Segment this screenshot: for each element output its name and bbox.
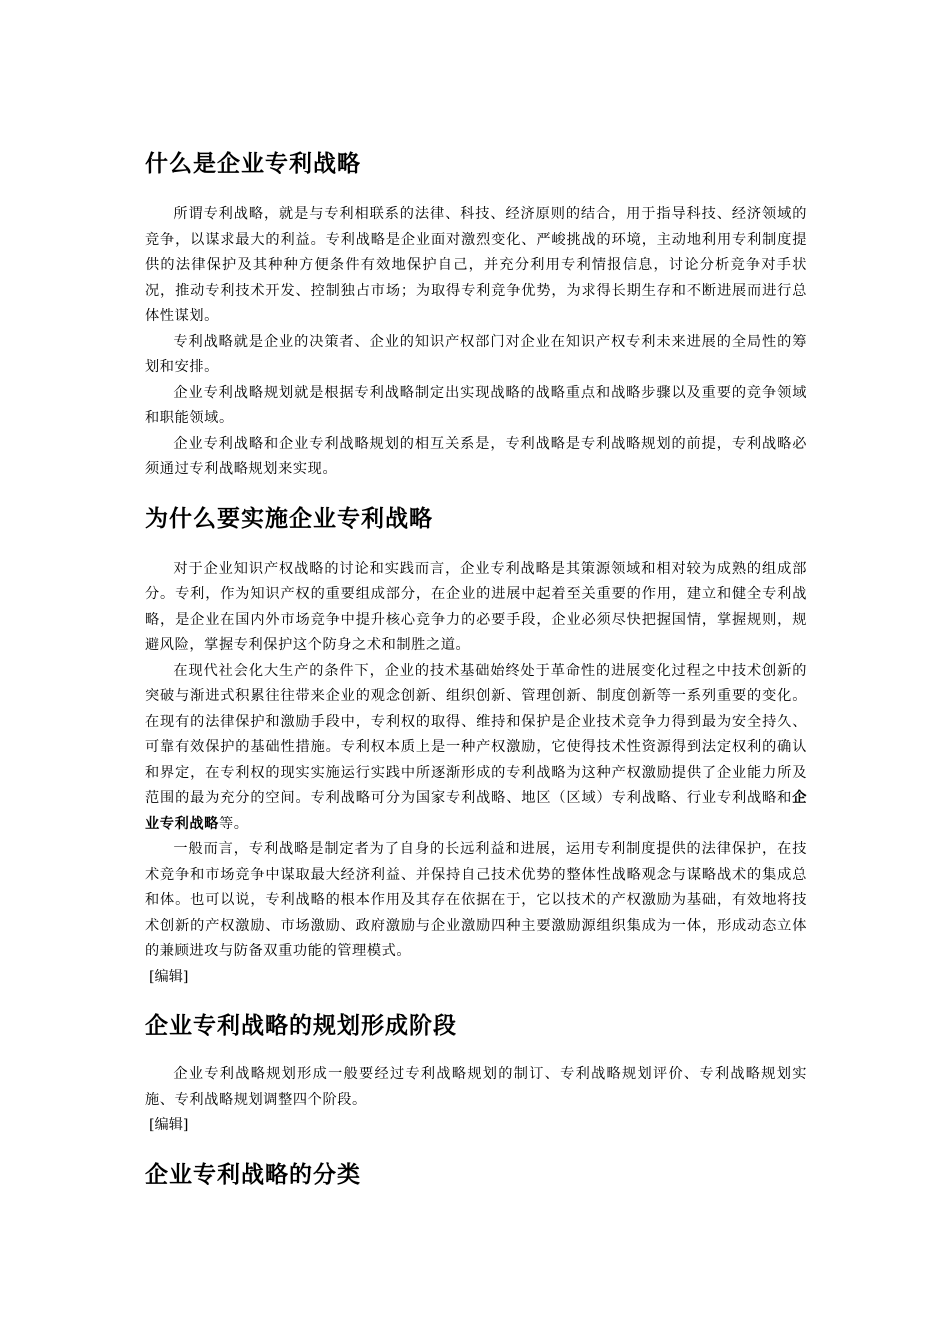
enterprise-patent-strategy-link[interactable]: 企业专利战略 [145,790,807,832]
edit-link[interactable]: [编辑] [149,1117,189,1133]
paragraph-tail: 等。 [218,815,249,832]
section-heading-why-implement: 为什么要实施企业专利战略 [145,505,433,532]
paragraph: 企业专利战略规划就是根据专利战略制定出实现战略的战略重点和战略步骤以及重要的竞争领域和职能领域。 [145,384,807,426]
section-body-what-is [145,202,807,483]
edit-link[interactable]: [编辑] [149,968,189,985]
section-body-why-implement [145,557,807,991]
section-heading-what-is: 什么是企业专利战略 [145,151,361,177]
section-body-planning-stages [145,1062,807,1139]
document-page [145,148,807,1191]
paragraph: 企业专利战略和企业专利战略规划的相互关系是，专利战略是专利战略规划的前提，专利战略必须通过专利战略规划来实现。 [145,435,807,477]
paragraph: 所谓专利战略，就是与专利相联系的法律、科技、经济原则的结合，用于指导科技、经济领域的竞争，以谋求最大的利益。专利战略是企业面对激烈变化、严峻挑战的环境，主动地利用专利制度提供的法律保护及其种种方便条件有效地保护自己，并充分利用专利情报信息，讨论分析竞争对手状况，推动专利技术开发、控制独占市场；为取得专利竞争优势，为求得长期生存和不断进展而进行总体性谋划。 [145,206,807,324]
paragraph-with-link [145,659,807,838]
section-heading-classification: 企业专利战略的分类 [145,1161,361,1188]
paragraph: 专利战略就是企业的决策者、企业的知识产权部门对企业在知识产权专利未来进展的全局性的筹划和安排。 [145,333,807,375]
paragraph: 一般而言，专利战略是制定者为了自身的长远利益和进展，运用专利制度提供的法律保护，在技术竞争和市场竞争中谋取最大经济利益、并保持自己技术优势的整体性战略观念与谋略战术的集成总和体。也可以说，专利战略的根本作用及其存在依据在于，它以技术的产权激励为基础，有效地将技术创新的产权激励、市场激励、政府激励与企业激励四种主要激励源组织集成为一体，形成动态立体的兼顾进攻与防备双重功能的管理模式。 [145,841,807,959]
paragraph-text: 在现代社会化大生产的条件下，企业的技术基础始终处于革命性的进展变化过程之中技术创新的突破与渐进式积累往往带来企业的观念创新、组织创新、管理创新、制度创新等一系列重要的变化。在现有的法律保护和激励手段中，专利权的取得、维持和保护是企业技术竞争力得到最为安全持久、可靠有效保护的基础性措施。专利权本质上是一种产权激励，它使得技术性资源得到法定权利的确认和界定，在专利权的现实实施运行实践中所逐渐形成的专利战略为这种产权激励提供了企业能力所及范围的最为充分的空间。专利战略可分为国家专利战略、地区（区域）专利战略、行业专利战略和 [145,662,807,806]
paragraph: 对于企业知识产权战略的讨论和实践而言，企业专利战略是其策源领域和相对较为成熟的组成部分。专利，作为知识产权的重要组成部分，在企业的进展中起着至关重要的作用，建立和健全专利战略，是企业在国内外市场竞争中提升核心竞争力的必要手段，企业必须尽快把握国情，掌握规则，规避风险，掌握专利保护这个防身之术和制胜之道。 [145,560,807,653]
section-heading-planning-stages: 企业专利战略的规划形成阶段 [145,1013,457,1039]
paragraph: 企业专利战略规划形成一般要经过专利战略规划的制订、专利战略规划评价、专利战略规划实施、专利战略规划调整四个阶段。 [145,1066,807,1108]
